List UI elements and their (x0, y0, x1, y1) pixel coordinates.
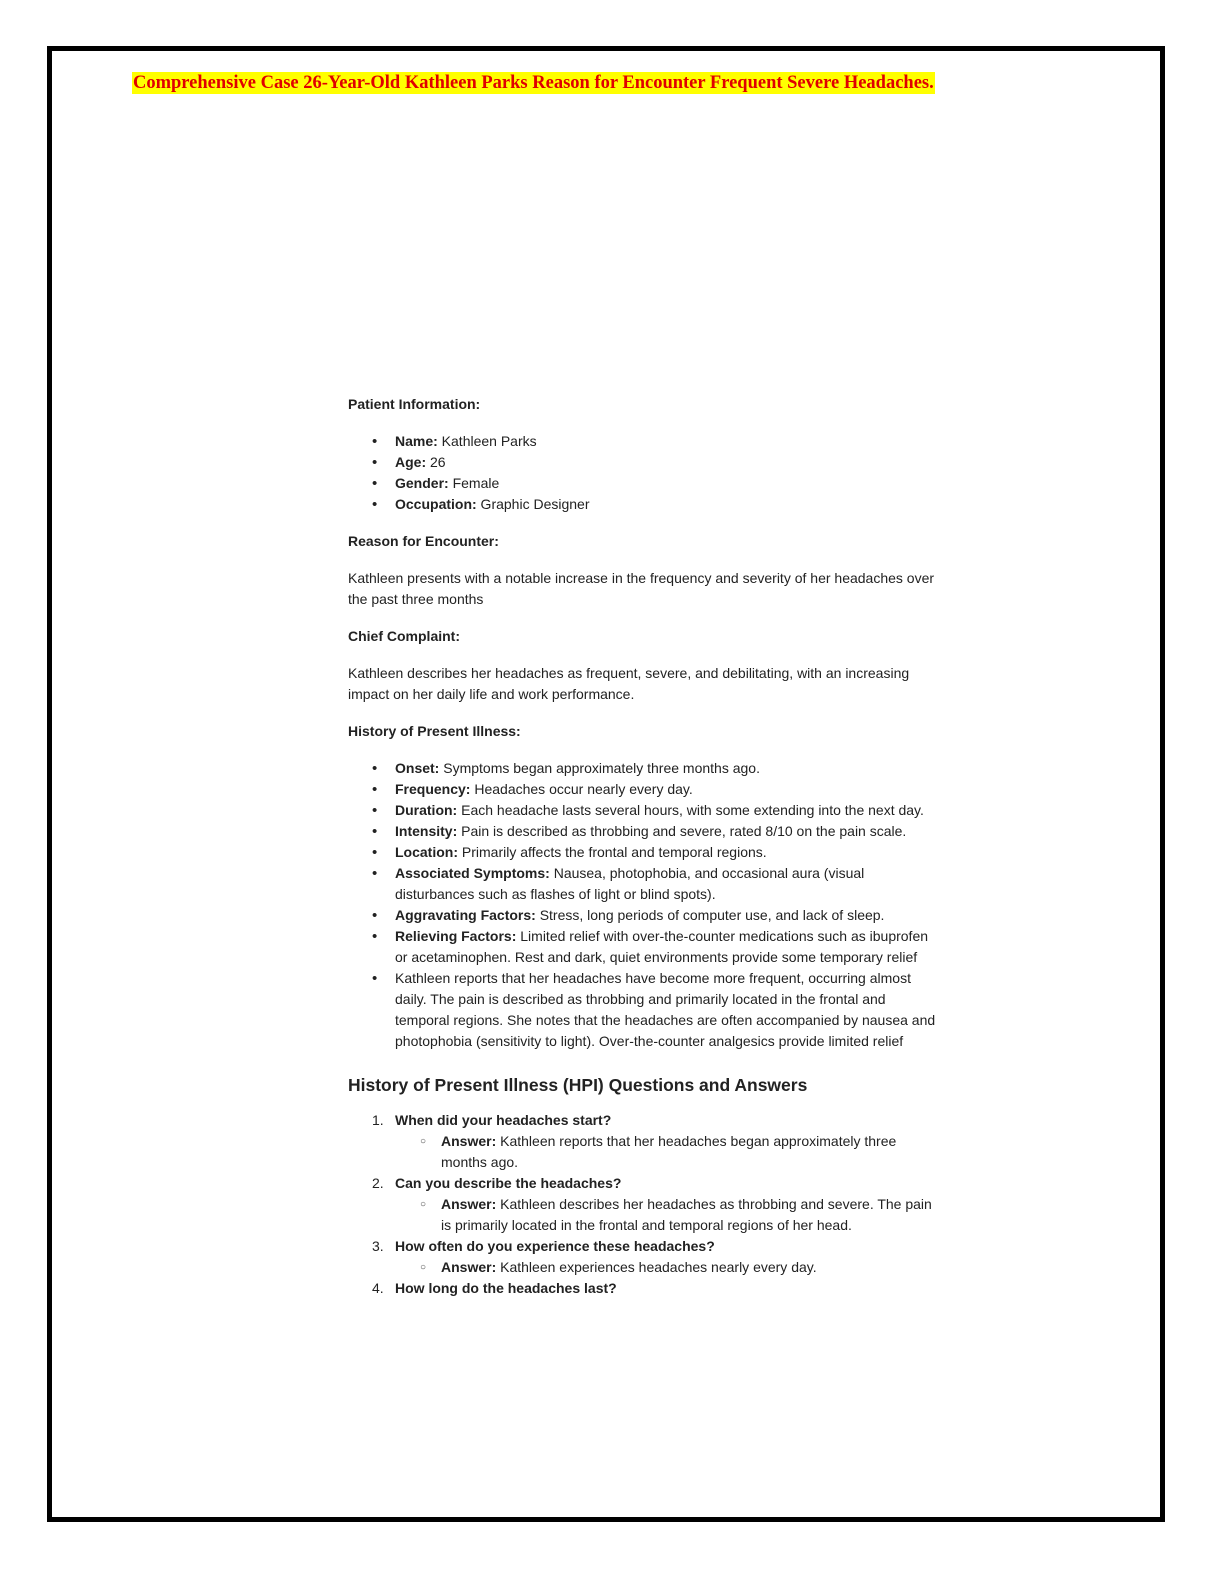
qa-list (348, 1110, 938, 1299)
list-item: • Duration: Each headache lasts several hours, with some extending into the next day. (395, 800, 938, 821)
qa-item (395, 1278, 938, 1299)
list-item: • Onset: Symptoms began approximately three months ago. (395, 758, 938, 779)
reason-text: Kathleen presents with a notable increase in the frequency and severity of her headaches over the past three months (348, 570, 935, 607)
list-item: • Location: Primarily affects the frontal and temporal regions. (395, 842, 938, 863)
list-item: • Kathleen reports that her headaches have become more frequent, occurring almost daily. The pain is described as throbbing and primarily located in the frontal and temporal regions. She notes that the headaches are often accompanied by nausea and photophobia (sensitivity to light). Over-the-counter analgesics provide limited relief (395, 968, 938, 1052)
reason-heading: Reason for Encounter: (348, 533, 499, 549)
list-item: • Frequency: Headaches occur nearly every day. (395, 779, 938, 800)
list-item: • Name: Kathleen Parks (395, 431, 938, 452)
hpi-heading: History of Present Illness: (348, 723, 521, 739)
chief-complaint-heading: Chief Complaint: (348, 628, 460, 644)
question-text: How long do the headaches last? (395, 1280, 617, 1296)
answer-item: ○ Answer: Kathleen experiences headaches nearly every day. (441, 1257, 938, 1278)
question-text: How often do you experience these headaches? (395, 1238, 715, 1254)
qa-item (395, 1110, 938, 1173)
list-item: • Associated Symptoms: Nausea, photophobia, and occasional aura (visual disturbances such as flashes of light or blind spots). (395, 863, 938, 905)
list-item: • Occupation: Graphic Designer (395, 494, 938, 515)
list-item: • Relieving Factors: Limited relief with over-the-counter medications such as ibuprofen or acetaminophen. Rest and dark, quiet environments provide some temporary relief (395, 926, 938, 968)
qa-item (395, 1173, 938, 1236)
document-body (348, 394, 938, 1299)
patient-info-list (348, 431, 938, 515)
list-item: • Gender: Female (395, 473, 938, 494)
list-item: • Age: 26 (395, 452, 938, 473)
patient-info-heading: Patient Information: (348, 396, 481, 412)
answer-item: ○ Answer: Kathleen describes her headaches as throbbing and severe. The pain is primarily located in the frontal and temporal regions of her head. (441, 1194, 938, 1236)
list-item: • Intensity: Pain is described as throbbing and severe, rated 8/10 on the pain scale. (395, 821, 938, 842)
list-item: • Aggravating Factors: Stress, long periods of computer use, and lack of sleep. (395, 905, 938, 926)
chief-complaint-text: Kathleen describes her headaches as frequent, severe, and debilitating, with an increasing impact on her daily life and work performance. (348, 665, 910, 702)
hpi-list (348, 758, 938, 1052)
qa-heading: History of Present Illness (HPI) Questions and Answers (348, 1075, 808, 1095)
document-title: Comprehensive Case 26-Year-Old Kathleen Parks Reason for Encounter Frequent Severe Headaches. (133, 73, 934, 93)
question-text: When did your headaches start? (395, 1112, 612, 1128)
answer-item: ○ Answer: Kathleen reports that her headaches began approximately three months ago. (441, 1131, 938, 1173)
qa-item (395, 1236, 938, 1278)
question-text: Can you describe the headaches? (395, 1175, 622, 1191)
